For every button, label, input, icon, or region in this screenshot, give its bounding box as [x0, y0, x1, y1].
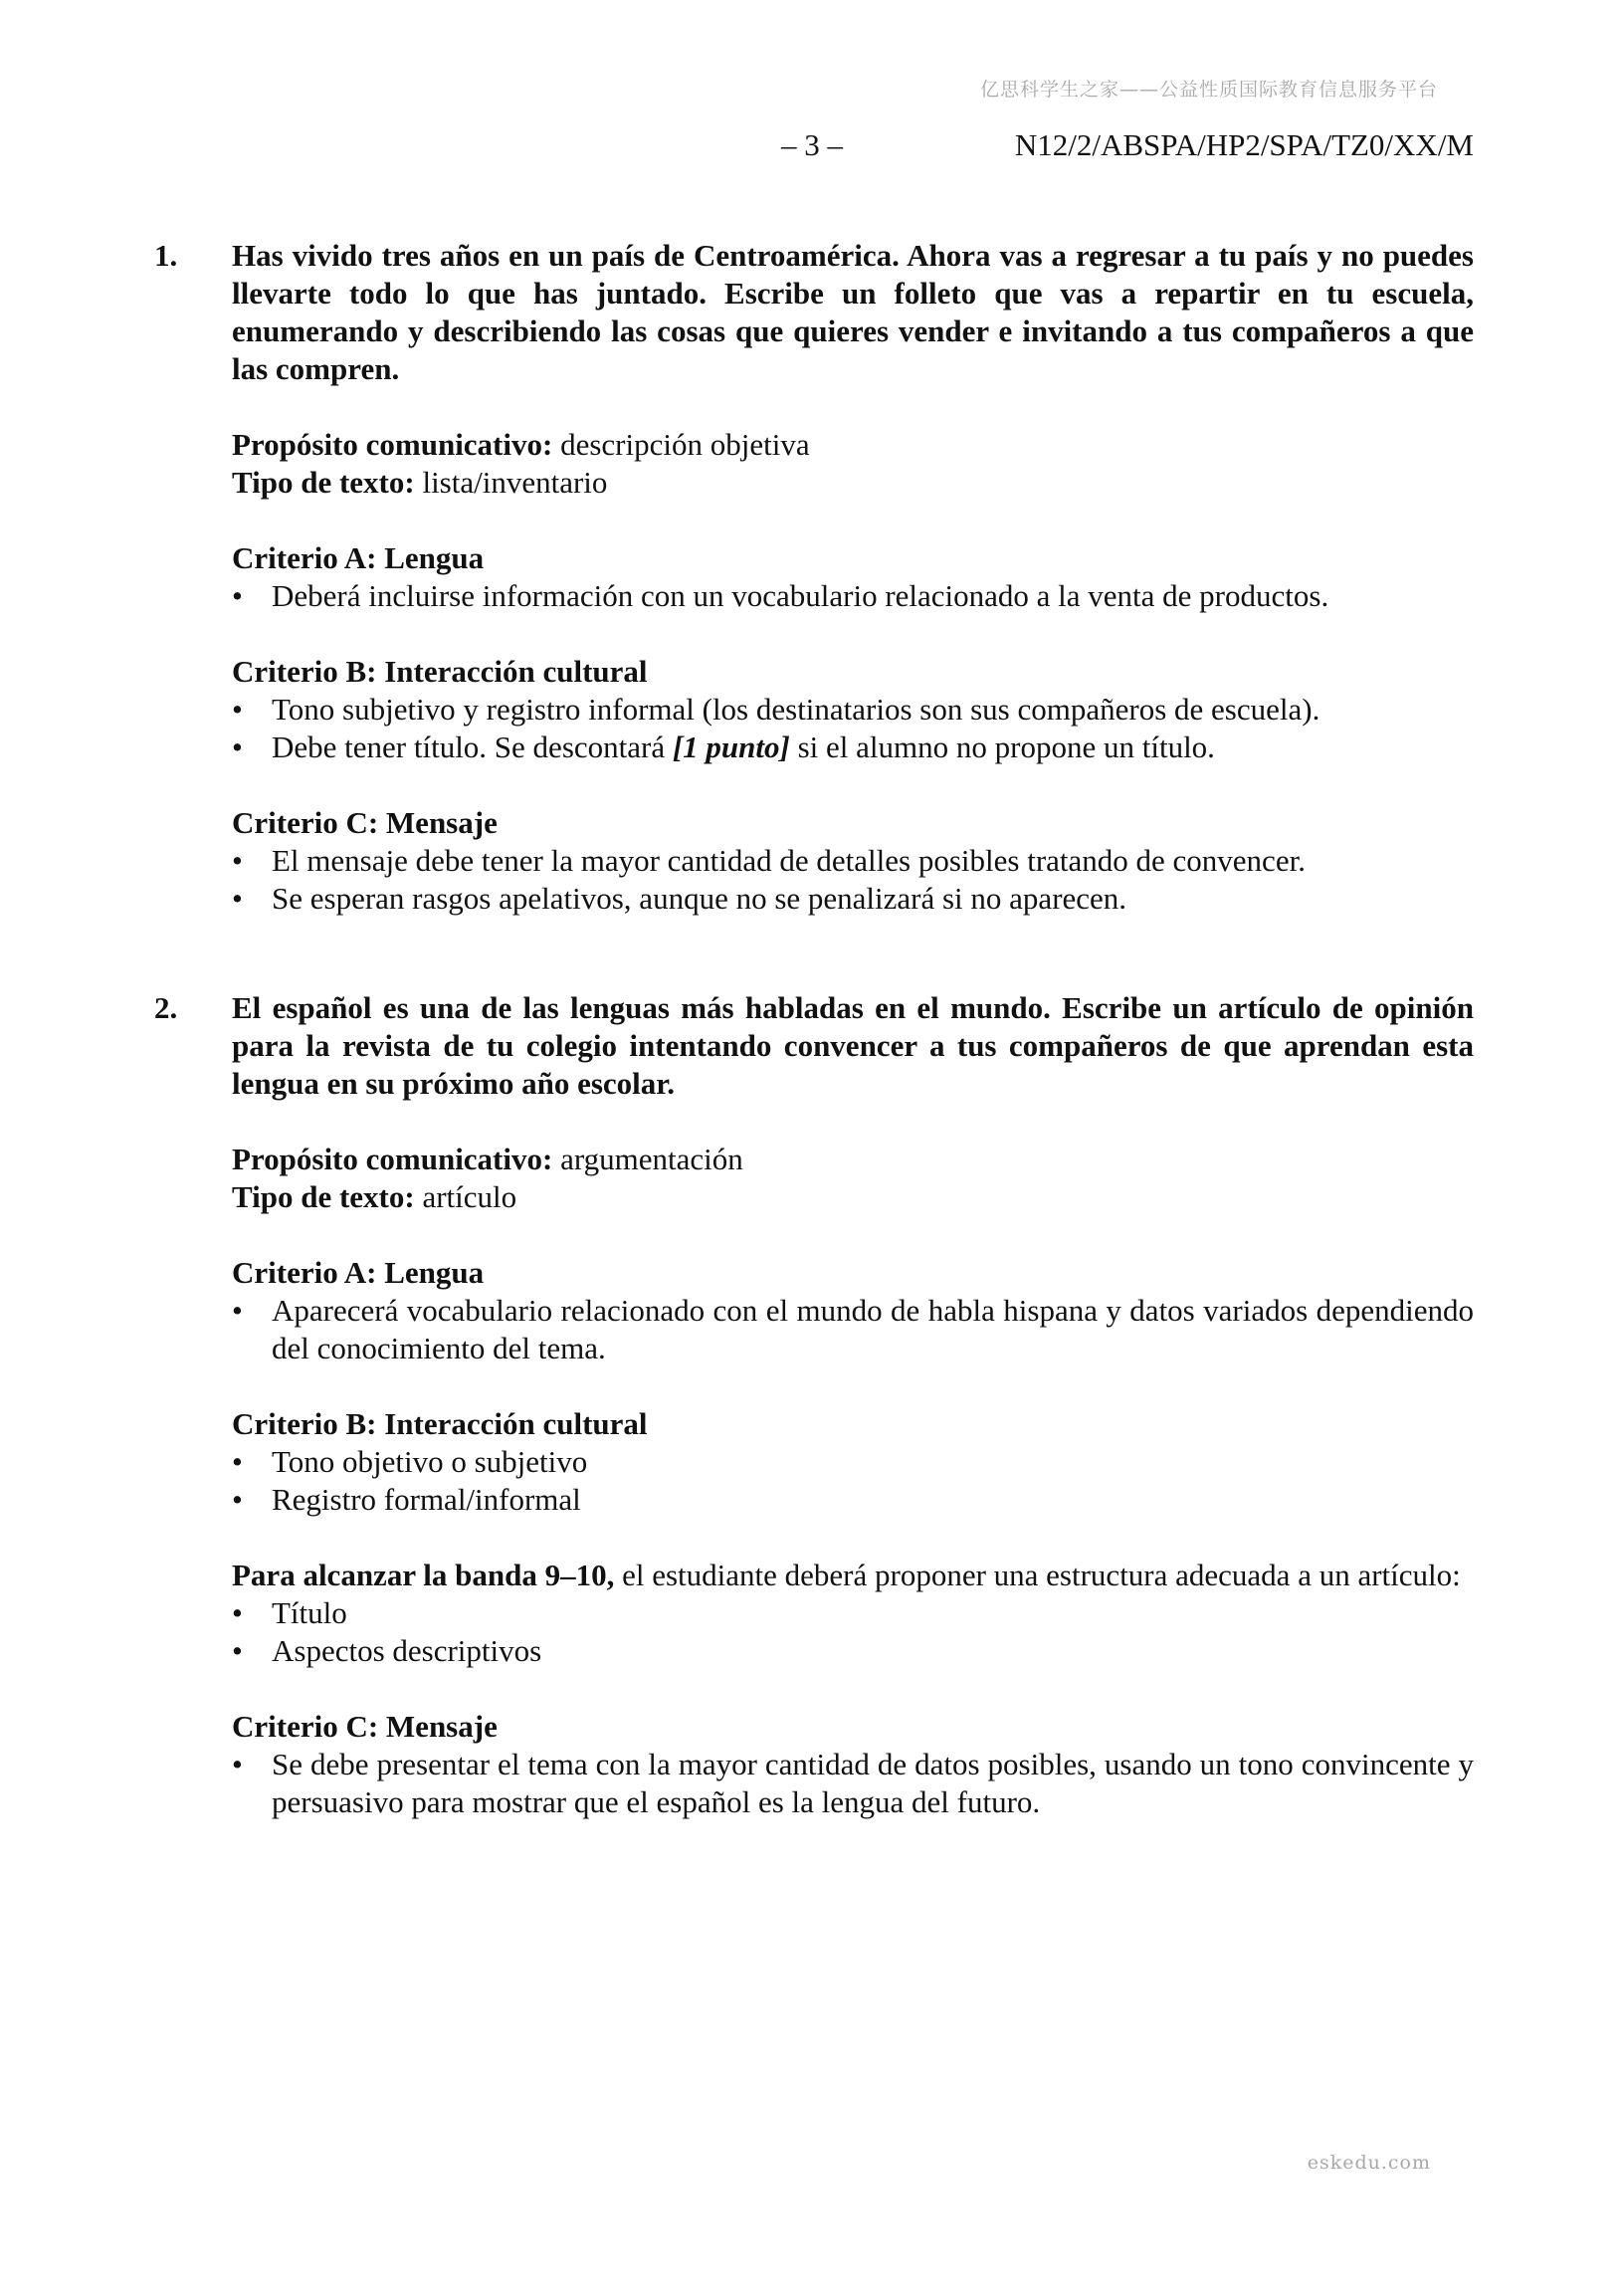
text-type-line [232, 464, 1474, 502]
list-item: • Deberá incluirse información con un vocabulario relacionado a la venta de productos. [232, 578, 1329, 613]
list-item: • Debe tener título. Se descontará [1 punto] si el alumno no propone un título. [232, 730, 1215, 764]
purpose-line [232, 1141, 1474, 1178]
list-item: • El mensaje debe tener la mayor cantidad de detalles posibles tratando de convencer. [232, 843, 1306, 878]
criterion-c-title: Criterio C: Mensaje [232, 805, 498, 840]
list-item: • Título [232, 1595, 347, 1630]
criterion-c-list [232, 842, 1474, 918]
criterion-b-title: Criterio B: Interacción cultural [232, 1406, 648, 1441]
list-item: • Se esperan rasgos apelativos, aunque no se penalizará si no aparecen. [232, 881, 1127, 916]
page-number: – 3 – [781, 127, 843, 162]
criterion-a-title: Criterio A: Lengua [232, 540, 485, 575]
penalty-note: [1 punto] [672, 730, 790, 764]
purpose-label: Propósito comunicativo: [232, 427, 553, 462]
text-type-line [232, 1178, 1474, 1216]
band-label: Para alcanzar la banda 9–10, [232, 1558, 615, 1592]
list-item: • Aparecerá vocabulario relacionado con el mundo de habla hispana y datos variados dependiendo del conocimiento del tema. [232, 1293, 1474, 1365]
question-body [232, 237, 1474, 918]
question-body [232, 989, 1474, 1821]
list-item: • Se debe presentar el tema con la mayor cantidad de datos posibles, usando un tono convincente y persuasivo para mostrar que el español es la lengua del futuro. [232, 1747, 1474, 1819]
criterion-a-list [232, 1292, 1474, 1367]
criterion-c-title: Criterio C: Mensaje [232, 1709, 498, 1744]
watermark-header: 亿思科学生之家——公益性质国际教育信息服务平台 [979, 79, 1438, 101]
list-item: • Tono objetivo o subjetivo [232, 1444, 588, 1479]
band-list [232, 1594, 1474, 1670]
question-prompt: Has vivido tres años en un país de Centroamérica. Ahora vas a regresar a tu país y no puedes llevarte todo lo que has juntado. Escribe un folleto que vas a repartir en tu escuela, enumerando y describiendo las cosas que quieres vender e invitando a tus compañeros a que las compren. [232, 238, 1474, 386]
question-number: 1. [154, 238, 178, 273]
band-requirement [232, 1557, 1474, 1594]
document-code: N12/2/ABSPA/HP2/SPA/TZ0/XX/M [1014, 127, 1474, 162]
criterion-c-list [232, 1746, 1474, 1821]
criterion-b-list [232, 1443, 1474, 1519]
list-item: • Tono subjetivo y registro informal (los destinatarios son sus compañeros de escuela). [232, 692, 1320, 727]
band-text: el estudiante deberá proponer una estructura adecuada a un artículo: [614, 1558, 1461, 1592]
watermark-footer: eskedu.com [1307, 2152, 1431, 2174]
text-type-value: lista/inventario [414, 465, 608, 500]
criterion-a-list [232, 577, 1474, 615]
purpose-value: argumentación [552, 1142, 743, 1176]
purpose-line [232, 426, 1474, 464]
purpose-label: Propósito comunicativo: [232, 1142, 553, 1176]
criterion-b-list [232, 691, 1474, 766]
question-prompt: El español es una de las lenguas más habladas en el mundo. Escribe un artículo de opinión para la revista de tu colegio intentando convencer a tus compañeros de que aprendan esta lengua en su próximo año escolar. [232, 990, 1474, 1101]
purpose-value: descripción objetiva [552, 427, 810, 462]
criterion-a-title: Criterio A: Lengua [232, 1255, 485, 1290]
text-type-label: Tipo de texto: [232, 465, 415, 500]
question-number: 2. [154, 990, 178, 1025]
text-type-value: artículo [414, 1179, 517, 1214]
list-item: • Registro formal/informal [232, 1482, 581, 1517]
text-type-label: Tipo de texto: [232, 1179, 415, 1214]
list-item: • Aspectos descriptivos [232, 1633, 542, 1668]
criterion-b-title: Criterio B: Interacción cultural [232, 654, 648, 689]
